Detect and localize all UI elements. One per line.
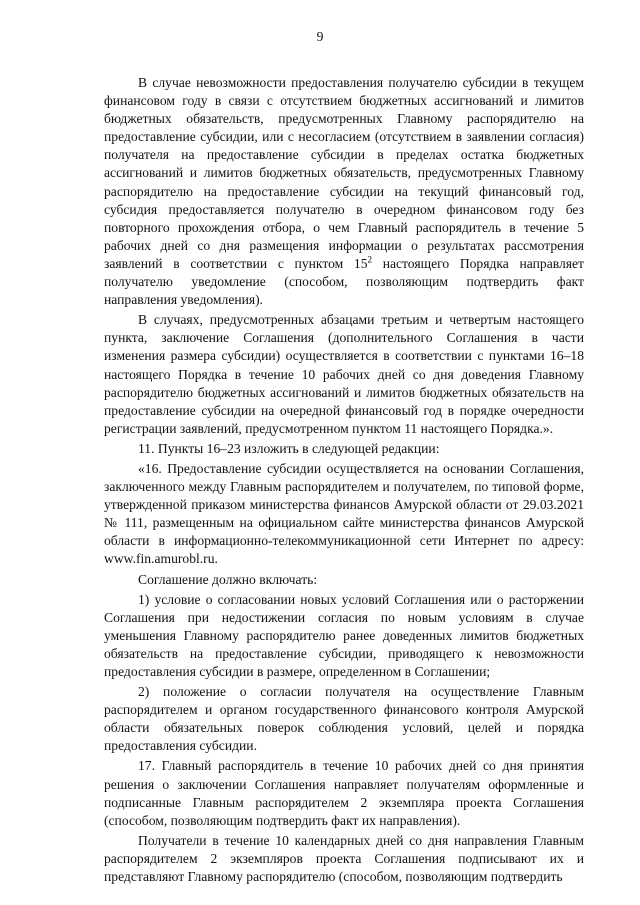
- paragraph-condition-2: 2) положение о согласии получателя на осуществление Главным распорядителем и органом государственного финансового контроля Амурской области обязательных поверок соблюдения условий, целей и порядка предоставления субсидии.: [104, 684, 584, 754]
- paragraph-agreement-conclusion: В случаях, предусмотренных абзацами третьим и четвертым настоящего пункта, заключение Соглашения (дополнительного Соглашения в части изменения размера субсидии) осуществляется в соответствии с пунктами 16–18 настоящего Порядка в течение 10 рабочих дней со дня доведения Главному распорядителю бюджетных ассигнований и лимитов бюджетных обязательств на предоставление субсидии на очередной финансовый год в порядке очередности регистрации заявлений, предусмотренном пунктом 11 настоящего Порядка.».: [104, 312, 584, 436]
- paragraph-subsidy-impossibility: [104, 74, 584, 309]
- paragraph-text: В случае невозможности предоставления получателю субсидии в текущем финансовом году в связи с отсутствием бюджетных ассигнований и лимитов бюджетных обязательств, предусмотренных Главному распорядителю на предоставление субсидии, или с несогласием (отсутствием в заявлении согласия) получателя на предоставление субсидии в пределах остатка бюджетных ассигнований и лимитов бюджетных обязательств, предусмотренных Главному распорядителю на предоставление субсидии на текущий финансовый год, субсидия предоставляется получателю в очередном финансовом году без повторного прохождения отбора, о чем Главный распорядитель в течение 5 рабочих дней со дня размещения информации о результатах рассмотрения заявлений в соответствии с пунктом 15: [104, 75, 584, 271]
- page-number: 9: [316, 29, 324, 44]
- superscript-index: 2: [367, 254, 373, 265]
- paragraph-text-continued: настоящего Порядка направляет получателю уведомление (способом, позволяющим подтвердить факт направления уведомления).: [104, 255, 585, 308]
- paragraph-agreement-contents: Соглашение должно включать:: [138, 571, 318, 587]
- paragraph-item-17: 17. Главный распорядитель в течение 10 рабочих дней со дня принятия решения о заключении Соглашения направляет получателям оформленные и подписанные Главным распорядителем 2 экземпляра проекта Соглашения (способом, позволяющим подтвердить факт их направления).: [104, 758, 584, 828]
- paragraph-recipients-signing: Получатели в течение 10 календарных дней со дня направления Главным распорядителем 2 экземпляров проекта Соглашения подписывают их и представляют Главному распорядителю (способом, позволяющим подтвердить: [104, 832, 584, 885]
- paragraph-condition-1: 1) условие о согласовании новых условий Соглашения или о расторжении Соглашения при недостижении согласия по новым условиям в случае уменьшения Главному распорядителю ранее доведенных лимитов бюджетных обязательств на предоставление субсидии, приводящего к невозможности предоставления субсидии в размере, определенном в Соглашении;: [104, 591, 584, 679]
- paragraph-item-16: «16. Предоставление субсидии осуществляется на основании Соглашения, заключенного между Главным распорядителем и получателем, по типовой форме, утвержденной приказом министерства финансов Амурской области от 29.03.2021 № 111, размещенным на официальном сайте министерства финансов Амурской области в информационно-телекоммуникационной сети Интернет по адресу: www.fin.amurobl.ru.: [104, 460, 584, 567]
- paragraph-item-11: 11. Пункты 16–23 изложить в следующей редакции:: [138, 440, 440, 456]
